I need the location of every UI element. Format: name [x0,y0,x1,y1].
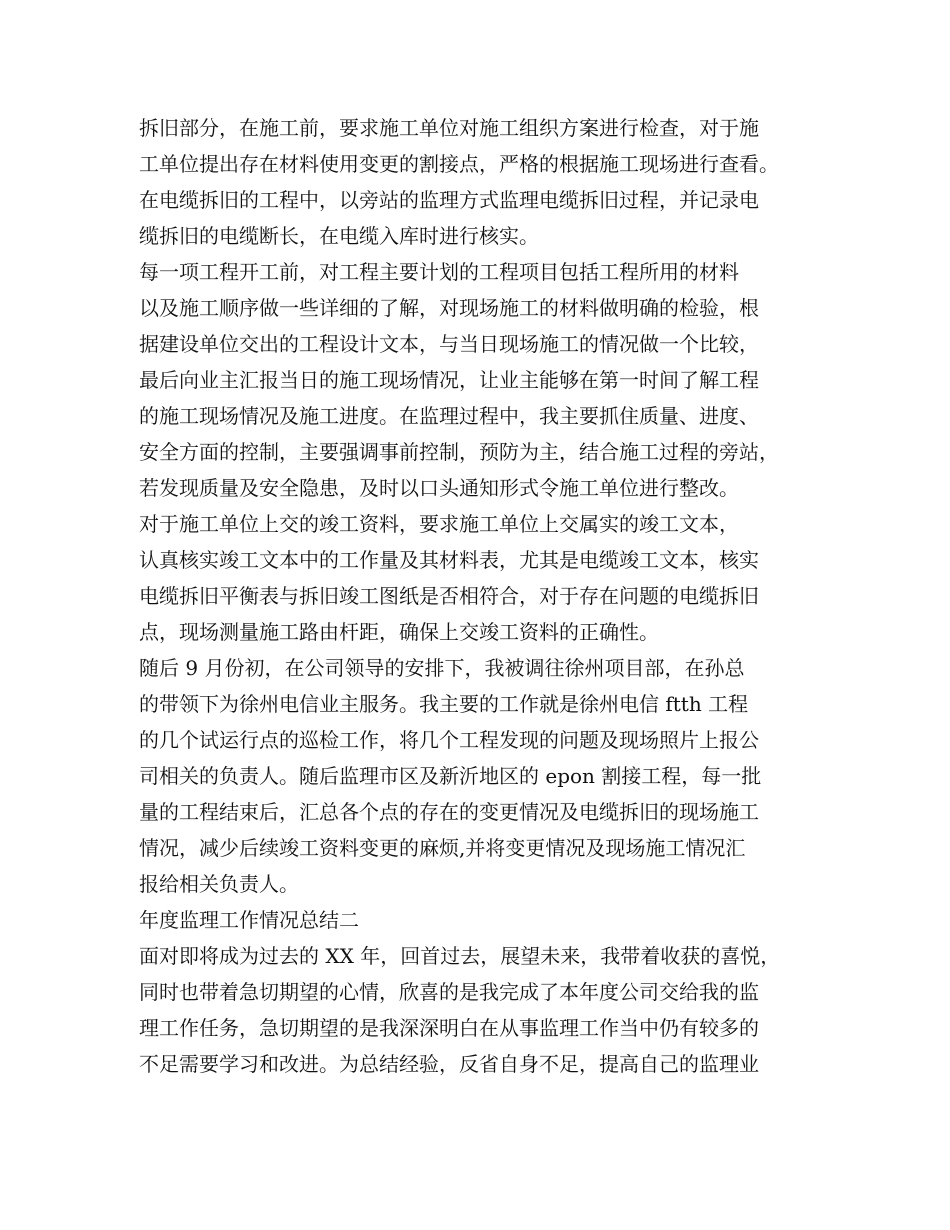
text-line: 工单位提出存在材料使用变更的割接点，严格的根据施工现场进行查看。 [139,152,779,176]
text-line: 司相关的负责人。随后监理市区及新沂地区的 epon 割接工程，每一批 [139,764,762,788]
text-line: 的带领下为徐州电信业主服务。我主要的工作就是徐州电信 ftth 工程 [139,692,749,716]
text-line: 最后向业主汇报当日的施工现场情况，让业主能够在第一时间了解工程 [139,368,759,392]
text-line: 随后 9 月份初，在公司领导的安排下，我被调往徐州项目部，在孙总 [139,656,745,680]
text-line: 报给相关负责人。 [139,872,299,896]
text-line: 据建设单位交出的工程设计文本，与当日现场施工的情况做一个比较， [139,332,759,356]
text-line: 安全方面的控制，主要强调事前控制，预防为主，结合施工过程的旁站， [139,440,779,464]
text-line: 缆拆旧的电缆断长，在电缆入库时进行核实。 [139,224,539,248]
text-line: 面对即将成为过去的 XX 年，回首过去，展望未来，我带着收获的喜悦， [139,944,781,968]
text-line: 以及施工顺序做一些详细的了解，对现场施工的材料做明确的检验，根 [139,296,759,320]
text-line: 的几个试运行点的巡检工作，将几个工程发现的问题及现场照片上报公 [139,728,759,752]
text-line: 情况，减少后续竣工资料变更的麻烦,并将变更情况及现场施工情况汇 [139,836,746,860]
text-line: 在电缆拆旧的工程中，以旁站的监理方式监理电缆拆旧过程，并记录电 [139,188,759,212]
text-line: 电缆拆旧平衡表与拆旧竣工图纸是否相符合，对于存在问题的电缆拆旧 [139,584,759,608]
text-line: 同时也带着急切期望的心情，欣喜的是我完成了本年度公司交给我的监 [139,980,759,1004]
text-line: 的施工现场情况及施工进度。在监理过程中，我主要抓住质量、进度、 [139,404,759,428]
text-line: 认真核实竣工文本中的工作量及其材料表，尤其是电缆竣工文本，核实 [139,548,759,572]
text-line: 每一项工程开工前，对工程主要计划的工程项目包括工程所用的材料 [139,260,739,284]
text-line: 拆旧部分，在施工前，要求施工单位对施工组织方案进行检查，对于施 [139,116,759,140]
text-line: 点，现场测量施工路由杆距，确保上交竣工资料的正确性。 [139,620,659,644]
text-line: 对于施工单位上交的竣工资料，要求施工单位上交属实的竣工文本， [139,512,739,536]
section-heading: 年度监理工作情况总结二 [139,908,359,932]
text-line: 若发现质量及安全隐患，及时以口头通知形式令施工单位进行整改。 [139,476,739,500]
text-line: 理工作任务，急切期望的是我深深明白在从事监理工作当中仍有较多的 [139,1016,759,1040]
text-line: 量的工程结束后，汇总各个点的存在的变更情况及电缆拆旧的现场施工 [139,800,759,824]
text-line: 不足需要学习和改进。为总结经验，反省自身不足，提高自己的监理业 [139,1052,759,1076]
document-body [139,110,829,1082]
